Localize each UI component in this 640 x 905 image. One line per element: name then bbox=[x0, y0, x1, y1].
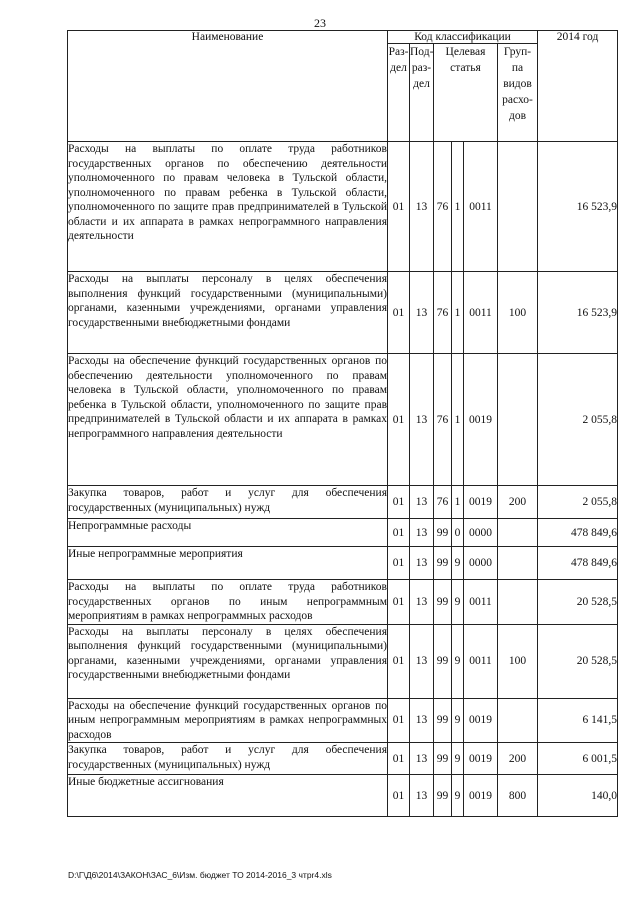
table-row bbox=[68, 272, 618, 354]
row-razdel: 01 bbox=[388, 698, 410, 743]
row-target-program: 99 bbox=[434, 519, 452, 547]
row-name: Иные непрограммные мероприятия bbox=[68, 547, 388, 580]
row-amount: 2 055,8 bbox=[538, 354, 618, 486]
row-razdel: 01 bbox=[388, 580, 410, 625]
row-name: Иные бюджетные ассигнования bbox=[68, 775, 388, 817]
row-target-subprogram: 0 bbox=[452, 519, 464, 547]
row-razdel: 01 bbox=[388, 272, 410, 354]
row-razdel: 01 bbox=[388, 547, 410, 580]
table-row bbox=[68, 354, 618, 486]
row-razdel: 01 bbox=[388, 519, 410, 547]
table-row bbox=[68, 142, 618, 272]
row-target-direction: 0011 bbox=[464, 272, 498, 354]
row-razdel: 01 bbox=[388, 486, 410, 519]
row-podrazdel: 13 bbox=[410, 547, 434, 580]
row-expense-group bbox=[498, 354, 538, 486]
row-target-program: 76 bbox=[434, 354, 452, 486]
row-amount: 16 523,9 bbox=[538, 142, 618, 272]
row-target-program: 99 bbox=[434, 580, 452, 625]
row-target-program: 99 bbox=[434, 547, 452, 580]
row-razdel: 01 bbox=[388, 142, 410, 272]
table-row bbox=[68, 580, 618, 625]
row-target-program: 99 bbox=[434, 775, 452, 817]
row-expense-group bbox=[498, 698, 538, 743]
row-amount: 478 849,6 bbox=[538, 519, 618, 547]
row-amount: 20 528,5 bbox=[538, 580, 618, 625]
row-name: Закупка товаров, работ и услуг для обеспечения государственных (муниципальных) нужд bbox=[68, 743, 388, 775]
row-podrazdel: 13 bbox=[410, 743, 434, 775]
file-path-footer: D:\Г\Д6\2014\ЗАКОН\ЗАС_6\Изм. бюджет ТО 2014-2016_3 чтpr4.xls bbox=[68, 870, 332, 880]
row-podrazdel: 13 bbox=[410, 775, 434, 817]
row-razdel: 01 bbox=[388, 624, 410, 698]
row-target-direction: 0000 bbox=[464, 547, 498, 580]
row-target-direction: 0019 bbox=[464, 486, 498, 519]
header-code-group: Код классификации bbox=[388, 31, 538, 44]
row-target-direction: 0019 bbox=[464, 743, 498, 775]
row-expense-group: 100 bbox=[498, 272, 538, 354]
row-target-subprogram: 9 bbox=[452, 698, 464, 743]
table-row bbox=[68, 547, 618, 580]
row-amount: 6 141,5 bbox=[538, 698, 618, 743]
header-podrazdel: Под- раз- дел bbox=[410, 44, 434, 142]
row-target-direction: 0019 bbox=[464, 698, 498, 743]
row-razdel: 01 bbox=[388, 775, 410, 817]
row-razdel: 01 bbox=[388, 354, 410, 486]
row-name: Непрограммные расходы bbox=[68, 519, 388, 547]
row-target-subprogram: 1 bbox=[452, 272, 464, 354]
header-target: Целевая статья bbox=[434, 44, 498, 142]
row-target-program: 99 bbox=[434, 624, 452, 698]
row-expense-group: 100 bbox=[498, 624, 538, 698]
row-expense-group: 200 bbox=[498, 743, 538, 775]
row-target-subprogram: 9 bbox=[452, 775, 464, 817]
row-podrazdel: 13 bbox=[410, 142, 434, 272]
row-name: Расходы на выплаты по оплате труда работников государственных органов по обеспечению деятельности уполномоченного по правам человека в Тульской области, уполномоченного по правам ребенка в Тульской области, уполномоченного по защите прав предпринимателей в Тульской области и их аппарата в рамках непрограммного направления деятельности bbox=[68, 142, 388, 272]
table-row bbox=[68, 743, 618, 775]
row-razdel: 01 bbox=[388, 743, 410, 775]
row-target-subprogram: 9 bbox=[452, 624, 464, 698]
table-row bbox=[68, 698, 618, 743]
row-expense-group: 800 bbox=[498, 775, 538, 817]
row-target-direction: 0011 bbox=[464, 624, 498, 698]
row-target-program: 99 bbox=[434, 698, 452, 743]
header-year: 2014 год bbox=[538, 31, 618, 142]
row-target-program: 76 bbox=[434, 272, 452, 354]
row-target-direction: 0011 bbox=[464, 580, 498, 625]
row-target-direction: 0019 bbox=[464, 354, 498, 486]
row-podrazdel: 13 bbox=[410, 486, 434, 519]
row-podrazdel: 13 bbox=[410, 624, 434, 698]
row-target-direction: 0019 bbox=[464, 775, 498, 817]
row-target-program: 76 bbox=[434, 486, 452, 519]
table-row bbox=[68, 624, 618, 698]
row-podrazdel: 13 bbox=[410, 519, 434, 547]
row-target-subprogram: 1 bbox=[452, 486, 464, 519]
row-name: Расходы на обеспечение функций государственных органов по иным непрограммным мероприятиям в рамках непрограммных расходов bbox=[68, 699, 387, 741]
row-expense-group bbox=[498, 580, 538, 625]
row-name: Расходы на выплаты по оплате труда работников государственных органов по иным непрограммным мероприятиям в рамках непрограммных расходов bbox=[68, 581, 387, 622]
row-amount: 16 523,9 bbox=[538, 272, 618, 354]
row-expense-group bbox=[498, 142, 538, 272]
row-name: Расходы на выплаты персоналу в целях обеспечения выполнения функций государственными (муниципальными) органами, казенными учреждениями, органами управления государственными внебюджетными фондами bbox=[68, 272, 388, 354]
budget-table bbox=[67, 30, 618, 817]
row-target-program: 76 bbox=[434, 142, 452, 272]
row-name: Закупка товаров, работ и услуг для обеспечения государственных (муниципальных) нужд bbox=[68, 486, 388, 519]
row-target-subprogram: 1 bbox=[452, 142, 464, 272]
header-name: Наименование bbox=[68, 31, 388, 142]
table-row bbox=[68, 519, 618, 547]
row-target-subprogram: 1 bbox=[452, 354, 464, 486]
row-name: Расходы на выплаты персоналу в целях обеспечения выполнения функций государственными (муниципальными) органами, казенными учреждениями, органами управления государственными внебюджетными фондами bbox=[68, 624, 388, 698]
row-amount: 2 055,8 bbox=[538, 486, 618, 519]
row-amount: 20 528,5 bbox=[538, 624, 618, 698]
row-target-subprogram: 9 bbox=[452, 547, 464, 580]
row-expense-group bbox=[498, 519, 538, 547]
table-row bbox=[68, 775, 618, 817]
page-number: 23 bbox=[314, 16, 326, 30]
row-amount: 6 001,5 bbox=[538, 743, 618, 775]
header-razdel: Раз- дел bbox=[388, 44, 410, 142]
row-amount: 140,0 bbox=[538, 775, 618, 817]
row-target-subprogram: 9 bbox=[452, 580, 464, 625]
row-podrazdel: 13 bbox=[410, 580, 434, 625]
row-podrazdel: 13 bbox=[410, 698, 434, 743]
row-target-direction: 0011 bbox=[464, 142, 498, 272]
row-podrazdel: 13 bbox=[410, 272, 434, 354]
row-expense-group bbox=[498, 547, 538, 580]
header-group: Груп- па видов расхо- дов bbox=[498, 44, 538, 142]
row-name: Расходы на обеспечение функций государственных органов по обеспечению деятельности уполномоченного по правам человека в Тульской области, уполномоченного по правам ребенка в Тульской области, уполномоченного по защите прав предпринимателей в Тульской области и их аппарата в рамках непрограммного направления деятельности bbox=[68, 354, 388, 486]
table-row bbox=[68, 486, 618, 519]
row-target-direction: 0000 bbox=[464, 519, 498, 547]
row-amount: 478 849,6 bbox=[538, 547, 618, 580]
row-expense-group: 200 bbox=[498, 486, 538, 519]
row-podrazdel: 13 bbox=[410, 354, 434, 486]
row-target-subprogram: 9 bbox=[452, 743, 464, 775]
row-target-program: 99 bbox=[434, 743, 452, 775]
